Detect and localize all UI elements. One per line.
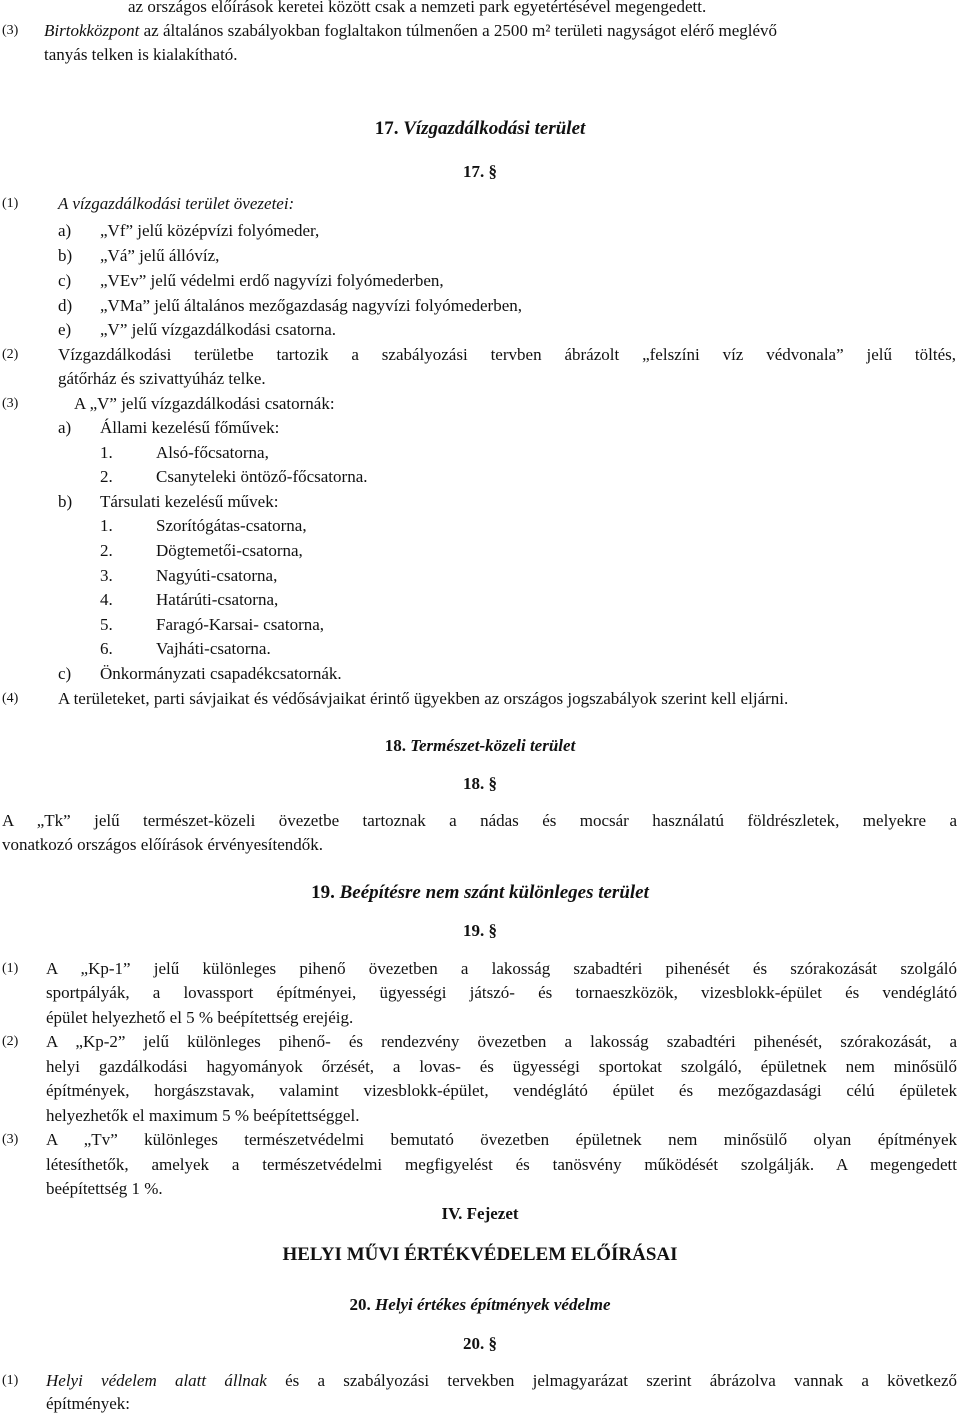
paragraph-text: építmények: <box>46 1394 131 1413</box>
list-item: Szorítógátas-csatorna, <box>156 516 307 535</box>
italic-term: Helyi védelem alatt állnak <box>46 1371 267 1390</box>
list-number: 6. <box>100 639 113 658</box>
list-label: e) <box>58 320 72 339</box>
list-item: Csanyteleki öntöző-főcsatorna. <box>156 467 368 486</box>
section-title: Természet-közeli terület <box>410 736 576 755</box>
paragraph-text <box>46 1370 957 1392</box>
paragraph-text: helyezhetők el maximum 5 % beépítettséggel. <box>46 1106 360 1125</box>
list-label: a) <box>58 221 72 240</box>
paragraph-text: sportpályák, a lovassport építményei, ügyességi játszó- és tornaeszközök, vizesblokk-épület és vendéglátó <box>46 983 957 1002</box>
paragraph-text: az általános szabályokban foglaltakon túlmenően a 2500 m² területi nagyságot elérő meglévő <box>139 21 778 40</box>
paragraph-text: A vízgazdálkodási terület övezetei: <box>58 194 295 213</box>
section-heading-18 <box>0 735 960 757</box>
italic-term: Birtokközpont <box>44 21 140 40</box>
paragraph-text: tanyás telken is kialakítható. <box>44 45 238 64</box>
list-item: „VMa” jelű általános mezőgazdaság nagyvízi folyómederben, <box>100 296 522 315</box>
paragraph-text: A „V” jelű vízgazdálkodási csatornák: <box>74 394 335 413</box>
list-item: Nagyúti-csatorna, <box>156 566 278 585</box>
list-item: Önkormányzati csapadékcsatornák. <box>100 664 342 683</box>
section-heading-17 <box>0 118 960 140</box>
list-item: Állami kezelésű főművek: <box>100 418 280 437</box>
section-title: Beépítésre nem szánt különleges terület <box>339 882 649 903</box>
section-number: 18. <box>384 736 411 755</box>
paragraph-text: Vízgazdálkodási területbe tartozik a szabályozási tervben ábrázolt „felszíni víz védvonala” jelű töltés, <box>58 345 956 364</box>
section-paragraph-mark: 20. § <box>463 1334 497 1353</box>
list-item: „Vá” jelű állóvíz, <box>100 246 220 265</box>
paragraph-number: (2) <box>2 1034 19 1049</box>
list-item: „Vf” jelű középvízi folyómeder, <box>100 221 320 240</box>
list-item: Társulati kezelésű művek: <box>100 492 279 511</box>
paragraph-text: A „Tv” különleges természetvédelmi bemutató övezetben épületnek nem minősülő olyan építmények <box>46 1130 957 1149</box>
chapter-label: IV. Fejezet <box>441 1204 519 1223</box>
section-number: 17. <box>374 118 404 139</box>
paragraph-number: (3) <box>2 1132 19 1147</box>
paragraph-text: építmények, horgászstavak, valamint vizesblokk-épület, vendéglátó épület és mezőgazdasági célú épületek <box>46 1081 957 1100</box>
paragraph-text-rest: és a szabályozási tervekben jelmagyarázat szerint ábrázolva vannak a következő <box>266 1371 957 1390</box>
paragraph-number: (2) <box>2 347 19 362</box>
list-number: 1. <box>100 443 113 462</box>
list-label: d) <box>58 296 73 315</box>
paragraph-text: A „Tk” jelű természet-közeli övezetbe tartoznak a nádas és mocsár használatú földrészletek, melyekre a <box>2 811 957 830</box>
list-item: Határúti-csatorna, <box>156 590 279 609</box>
list-item: Vajháti-csatorna. <box>156 639 271 658</box>
intro-paragraph-3 <box>44 20 777 42</box>
list-label: c) <box>58 271 72 290</box>
paragraph-text: gátőrház és szivattyúház telke. <box>58 369 266 388</box>
list-label: c) <box>58 664 72 683</box>
list-label: b) <box>58 246 73 265</box>
paragraph-text: A területeket, parti sávjaikat és védősávjaikat érintő ügyekben az országos jogszabályok szerint kell eljárni. <box>58 689 789 708</box>
paragraph-number: (1) <box>2 196 19 211</box>
list-label: a) <box>58 418 72 437</box>
list-item: Dögtemetői-csatorna, <box>156 541 303 560</box>
paragraph-number: (1) <box>2 1373 19 1388</box>
section-heading-20 <box>0 1294 960 1316</box>
paragraph-text: beépítettség 1 %. <box>46 1179 163 1198</box>
paragraph-text: A „Kp-1” jelű különleges pihenő övezetben a lakosság szabadtéri pihenését és szórakozását szolgáló <box>46 959 957 978</box>
paragraph-number: (1) <box>2 961 19 976</box>
section-paragraph-mark: 18. § <box>463 774 497 793</box>
list-number: 1. <box>100 516 113 535</box>
section-number: 19. <box>311 882 340 903</box>
paragraph-text: A „Kp-2” jelű különleges pihenő- és rendezvény övezetben a lakosság szabadtéri pihenését, szórakozását, a <box>46 1032 957 1051</box>
list-number: 2. <box>100 467 113 486</box>
intro-line: az országos előírások keretei között csak a nemzeti park egyetértésével megengedett. <box>128 0 707 16</box>
paragraph-number: (3) <box>2 396 19 411</box>
paragraph-number: (4) <box>2 691 19 706</box>
list-number: 4. <box>100 590 113 609</box>
list-number: 2. <box>100 541 113 560</box>
list-item: „VEv” jelű védelmi erdő nagyvízi folyómederben, <box>100 271 444 290</box>
section-number: 20. <box>349 1295 375 1314</box>
list-item: Faragó-Karsai- csatorna, <box>156 615 325 634</box>
section-title: Helyi értékes építmények védelme <box>374 1295 611 1314</box>
section-title: Vízgazdálkodási terület <box>403 118 586 139</box>
paragraph-number: (3) <box>2 23 19 38</box>
paragraph-text: helyi gazdálkodási hagyományok őrzését, a lovas- és ügyességi sportokat szolgáló, épületnek nem minősülő <box>46 1057 957 1076</box>
list-item: Alsó-főcsatorna, <box>156 443 269 462</box>
list-number: 5. <box>100 615 113 634</box>
chapter-title: HELYI MŰVI ÉRTÉKVÉDELEM ELŐÍRÁSAI <box>282 1244 678 1265</box>
list-number: 3. <box>100 566 113 585</box>
paragraph-text: létesíthetők, amelyek a természetvédelmi megfigyelést és tanösvény működését szolgálják. A megengedett <box>46 1155 957 1174</box>
paragraph-text: épület helyezhető el 5 % beépítettség erejéig. <box>46 1008 354 1027</box>
section-heading-19 <box>0 882 960 904</box>
list-label: b) <box>58 492 73 511</box>
paragraph-text: vonatkozó országos előírások érvényesítendők. <box>2 835 324 854</box>
list-item: „V” jelű vízgazdálkodási csatorna. <box>100 320 337 339</box>
section-paragraph-mark: 17. § <box>463 162 497 181</box>
section-paragraph-mark: 19. § <box>463 921 497 940</box>
